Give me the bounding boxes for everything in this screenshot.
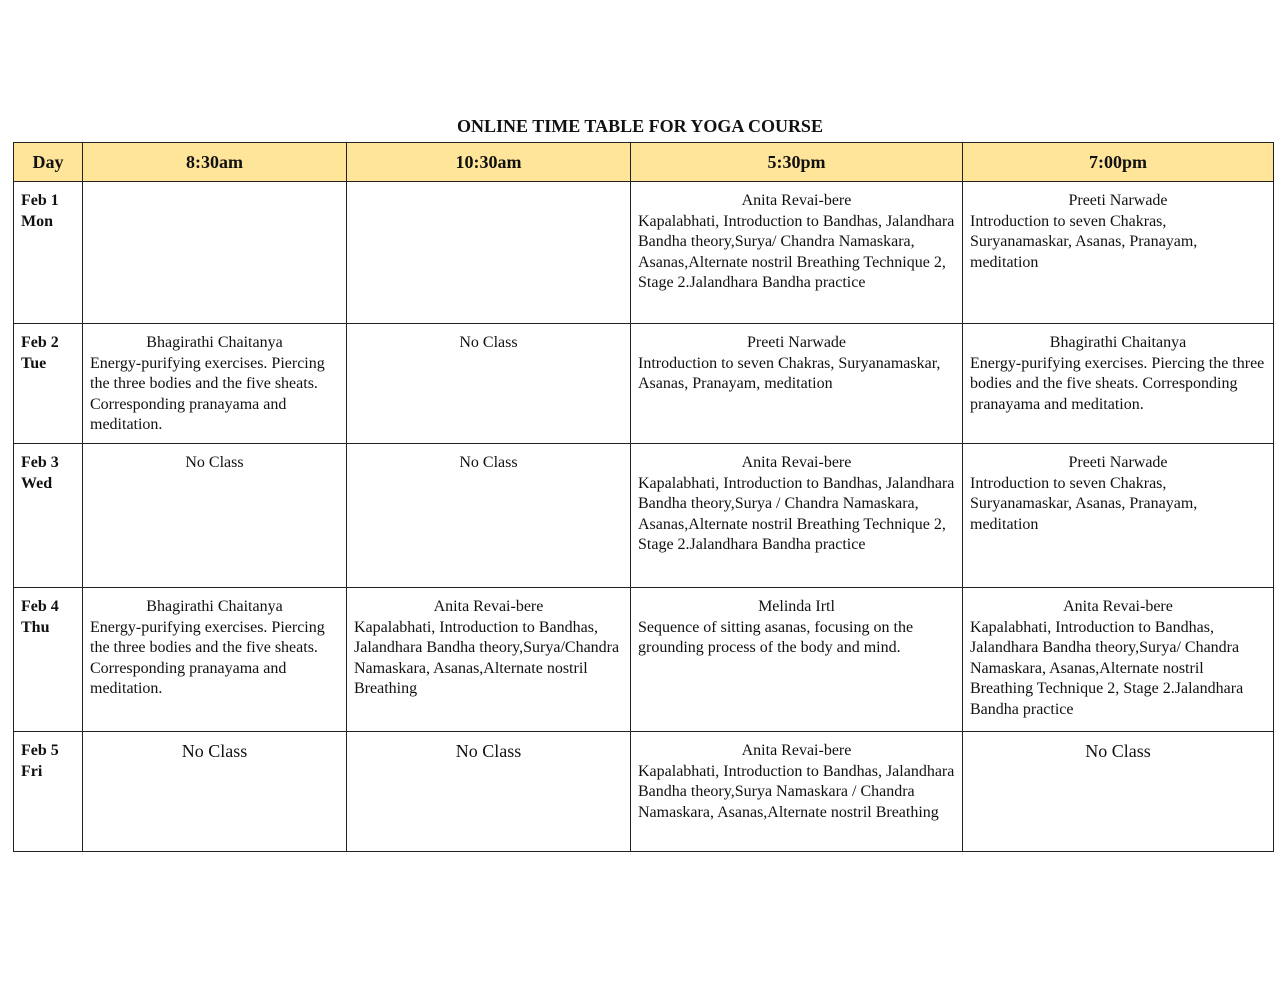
teacher-name: Melinda Irtl xyxy=(758,598,835,615)
teacher-name: Anita Revai-bere xyxy=(741,192,852,209)
class-description: Energy-purifying exercises. Piercing the three bodies and the five sheats. Corresponding pranayama and meditation. xyxy=(970,354,1265,413)
header-time-1030am: 10:30am xyxy=(347,143,631,182)
slot-cell xyxy=(347,732,631,852)
slot-cell xyxy=(83,324,347,444)
day-cell xyxy=(14,732,83,852)
slot-cell xyxy=(347,324,631,444)
slot-cell xyxy=(347,182,631,324)
class-description: Energy-purifying exercises. Piercing the three bodies and the five sheats. Corresponding pranayama and meditation. xyxy=(90,618,325,697)
day-weekday: Mon xyxy=(21,212,53,230)
no-class-label: No Class xyxy=(459,334,518,351)
day-cell xyxy=(14,324,83,444)
teacher-name: Bhagirathi Chaitanya xyxy=(1049,334,1187,351)
slot-cell xyxy=(631,588,963,732)
teacher-name: Anita Revai-bere xyxy=(1063,598,1173,615)
class-description: Kapalabhati, Introduction to Bandhas, Jalandhara Bandha theory,Surya / Chandra Namaskara, Asanas,Alternate nostril Breathing Technique 2, Stage 2.Jalandhara Bandha practice xyxy=(638,474,955,553)
table-row xyxy=(14,324,1274,444)
day-weekday: Tue xyxy=(21,354,47,372)
teacher-name: Anita Revai-bere xyxy=(741,454,852,471)
teacher-name: Anita Revai-bere xyxy=(741,742,852,759)
page-title: ONLINE TIME TABLE FOR YOGA COURSE xyxy=(457,116,823,136)
no-class-label: No Class xyxy=(459,454,518,471)
day-weekday: Fri xyxy=(21,762,43,780)
header-day: Day xyxy=(14,143,83,182)
table-row xyxy=(14,588,1274,732)
day-cell xyxy=(14,444,83,588)
teacher-name: Preeti Narwade xyxy=(746,334,847,351)
slot-cell xyxy=(963,444,1274,588)
teacher-name: Anita Revai-bere xyxy=(433,598,544,615)
table-row xyxy=(14,182,1274,324)
slot-cell xyxy=(347,588,631,732)
slot-cell xyxy=(347,444,631,588)
class-description: Sequence of sitting asanas, focusing on the grounding process of the body and mind. xyxy=(638,618,914,656)
day-date: Feb 5 xyxy=(21,742,59,759)
day-weekday: Wed xyxy=(21,474,53,492)
header-row xyxy=(14,143,1274,182)
day-date: Feb 4 xyxy=(21,598,59,615)
header-time-700pm: 7:00pm xyxy=(963,143,1274,182)
class-description: Introduction to seven Chakras, Suryanamaskar, Asanas, Pranayam, meditation xyxy=(638,354,941,392)
class-description: Energy-purifying exercises. Piercing the three bodies and the five sheats. Corresponding pranayama and meditation. xyxy=(90,354,325,433)
no-class-label: No Class xyxy=(455,741,522,761)
slot-cell xyxy=(631,324,963,444)
class-description: Kapalabhati, Introduction to Bandhas, Jalandhara Bandha theory,Surya/ Chandra Namaskara, Asanas,Alternate nostril Breathing Technique 2, Stage 2.Jalandhara Bandha practice xyxy=(638,212,955,291)
slot-cell xyxy=(631,732,963,852)
slot-cell xyxy=(83,444,347,588)
day-cell xyxy=(14,182,83,324)
slot-cell xyxy=(631,444,963,588)
slot-cell xyxy=(963,588,1274,732)
slot-cell xyxy=(963,732,1274,852)
day-date: Feb 2 xyxy=(21,334,59,351)
class-description: Kapalabhati, Introduction to Bandhas, Jalandhara Bandha theory,Surya/Chandra Namaskara, Asanas,Alternate nostril Breathing xyxy=(354,618,620,697)
teacher-name: Preeti Narwade xyxy=(1068,454,1168,471)
day-date: Feb 1 xyxy=(21,192,59,209)
teacher-name: Bhagirathi Chaitanya xyxy=(146,334,283,351)
header-time-830am: 8:30am xyxy=(83,143,347,182)
day-weekday: Thu xyxy=(21,618,50,636)
class-description: Introduction to seven Chakras, Suryanamaskar, Asanas, Pranayam, meditation xyxy=(970,212,1198,271)
table-row xyxy=(14,732,1274,852)
day-date: Feb 3 xyxy=(21,454,59,471)
teacher-name: Bhagirathi Chaitanya xyxy=(146,598,283,615)
class-description: Introduction to seven Chakras, Suryanamaskar, Asanas, Pranayam, meditation xyxy=(970,474,1198,533)
slot-cell xyxy=(631,182,963,324)
no-class-label: No Class xyxy=(185,454,244,471)
timetable xyxy=(13,142,1274,852)
slot-cell xyxy=(83,732,347,852)
slot-cell xyxy=(963,324,1274,444)
slot-cell xyxy=(83,182,347,324)
slot-cell xyxy=(963,182,1274,324)
no-class-label: No Class xyxy=(181,741,248,761)
no-class-label: No Class xyxy=(1085,741,1151,761)
table-row xyxy=(14,444,1274,588)
class-description: Kapalabhati, Introduction to Bandhas, Jalandhara Bandha theory,Surya/ Chandra Namaskara, Asanas,Alternate nostril Breathing Technique 2, Stage 2.Jalandhara Bandha practice xyxy=(970,618,1244,718)
slot-cell xyxy=(83,588,347,732)
header-time-530pm: 5:30pm xyxy=(631,143,963,182)
class-description: Kapalabhati, Introduction to Bandhas, Jalandhara Bandha theory,Surya Namaskara / Chandra Namaskara, Asanas,Alternate nostril Breathing xyxy=(638,762,955,821)
teacher-name: Preeti Narwade xyxy=(1068,192,1168,209)
day-cell xyxy=(14,588,83,732)
